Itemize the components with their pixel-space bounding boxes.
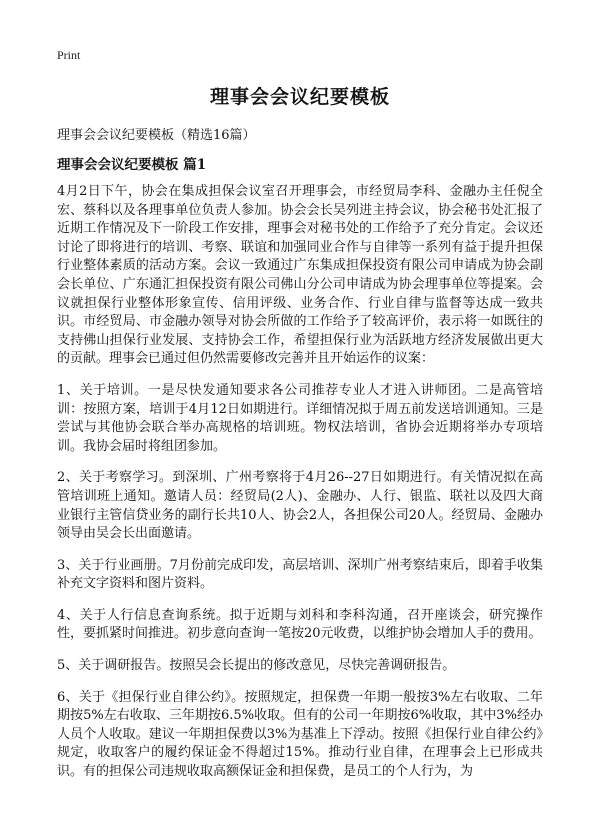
paragraph: 5、关于调研报告。按照吴会长提出的修改意见，尽快完善调研报告。 (57, 658, 456, 674)
paragraph: 1、关于培训。一是尽快发通知要求各公司推荐专业人才进入讲师团。二是高管培训：按照方案，培训于4月12日如期进行。详细情况拟于周五前发送培训通知。三是尝试与其他协会联合举办高规格的培训班。物权法培训，省协会近期将举办专项培训。我协会届时将组团参加。 (57, 382, 543, 454)
document-title: 理事会会议纪要模板 (209, 86, 390, 108)
document-body (57, 183, 543, 795)
paragraph: 2、关于考察学习。到深圳、广州考察将于4月26--27日如期进行。有关情况拟在高管培训班上通知。邀请人员：经贸局(2人)、金融办、人行、银监、联社以及四大商业银行主管信贷业务的副行长共10人、协会2人，各担保公司20人。经贸局、金融办领导由吴会长出面邀请。 (57, 470, 543, 542)
paragraph: 4月2日下午，协会在集成担保会议室召开理事会，市经贸局李科、金融办主任倪全宏、蔡科以及各理事单位负责人参加。协会会长吴列进主持会议，协会秘书处汇报了近期工作情况及下一阶段工作安排，理事会对秘书处的工作给予了充分肯定。会议还讨论了即将进行的培训、考察、联谊和加强同业合作与自律等一系列有益于提升担保行业整体素质的活动方案。会议一致通过广东集成担保投资有限公司申请成为协会副会长单位、广东通汇担保投资有限公司佛山分公司申请成为协会理事单位等提案。会议就担保行业整体形象宣传、信用评级、业务合作、行业自律与监督等达成一致共识。市经贸局、市金融办领导对协会所做的工作给予了较高评价，表示将一如既往的支持佛山担保行业发展、支持协会工作，希望担保行业为活跃地方经济发展做出更大的贡献。理事会已通过但仍然需要修改完善并且开始运作的议案： (57, 184, 543, 367)
paragraph: 4、关于人行信息查询系统。拟于近期与刘科和李科沟通，召开座谈会，研究操作性，要抓紧时间推进。初步意向查询一笔按20元收费，以维护协会增加人手的费用。 (57, 607, 543, 642)
document-subtitle: 理事会会议纪要模板（精选16篇） (57, 128, 256, 143)
paragraph: 6、关于《担保行业自律公约》。按照规定，担保费一年期一般按3%左右收取、二年期按5%左右收取、三年期按6.5%收取。但有的公司一年期按6%收取，其中3%经办人员个人收取。建议一年期担保费以3%为基准上下浮动。按照《担保行业自律公约》规定，收取客户的履约保证金不得超过15%。推动行业自律，在理事会上已形成共识。有的担保公司违规收取高额保证金和担保费，是员工的个人行为，为 (57, 689, 543, 780)
section-heading: 理事会会议纪要模板 篇1 (57, 157, 207, 173)
print-link[interactable]: Print (57, 48, 81, 62)
paragraph: 3、关于行业画册。7月份前完成印发，高层培训、深圳广州考察结束后，即着手收集补充文字资料和图片资料。 (57, 557, 543, 592)
